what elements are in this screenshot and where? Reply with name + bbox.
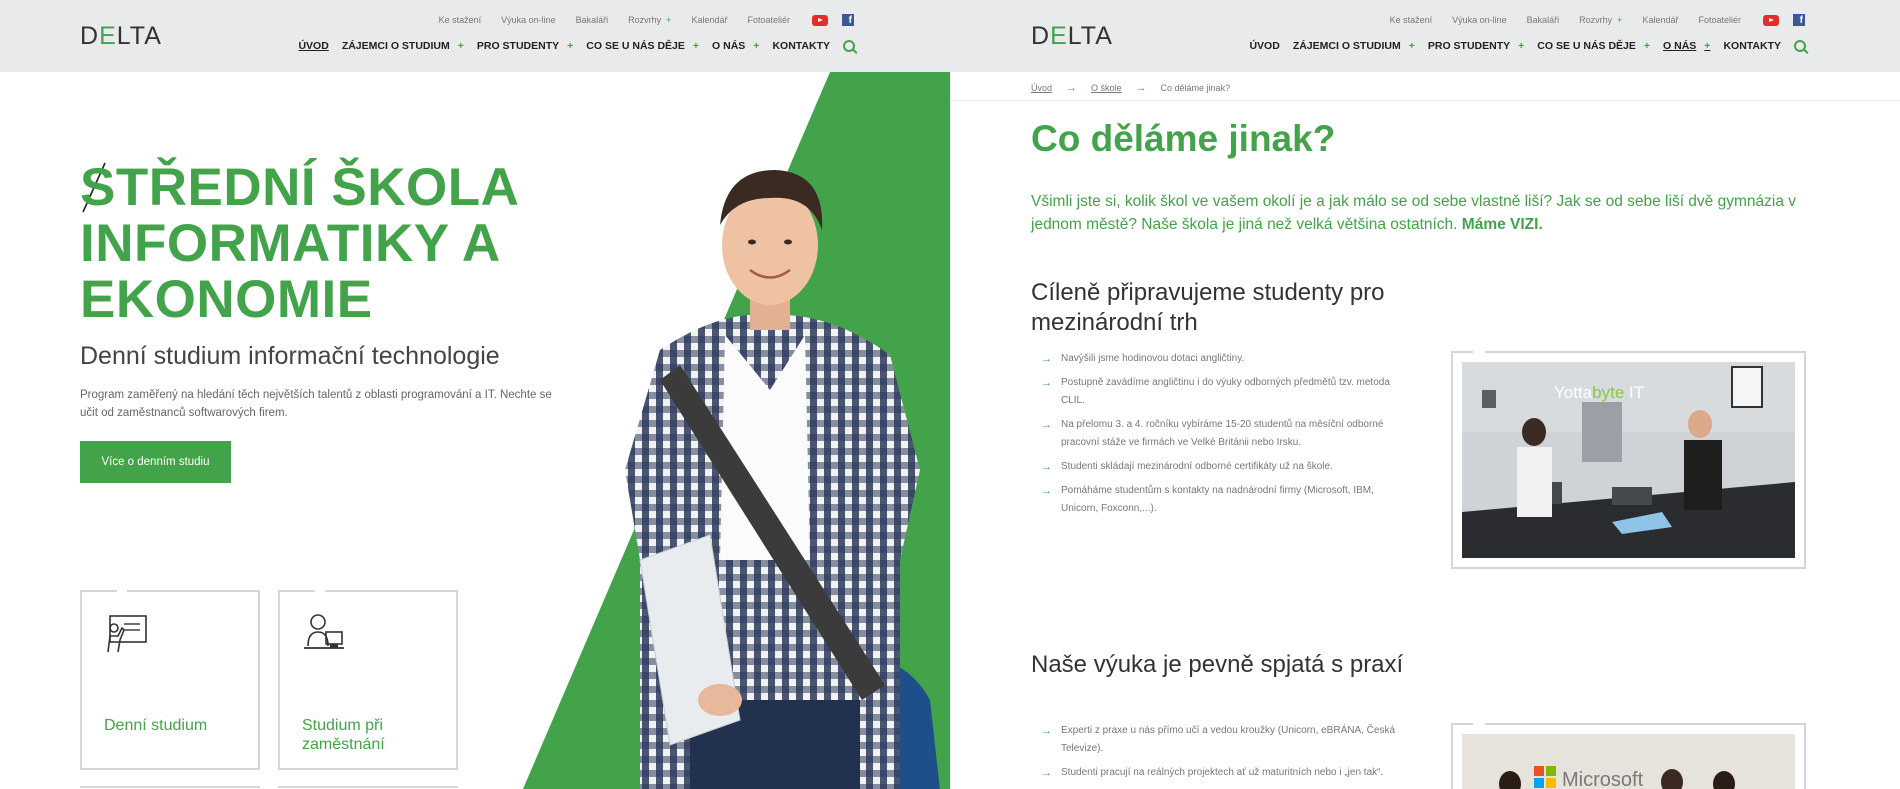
top-link-downloads[interactable]: Ke stažení	[438, 15, 482, 25]
facebook-icon[interactable]: f	[842, 14, 854, 26]
plus-icon: +	[666, 15, 672, 25]
top-link-schedules[interactable]: Rozvrhy +	[1579, 15, 1623, 25]
top-link-online-teaching[interactable]: Výuka on-line	[501, 15, 556, 25]
list-item: → Postupně zavádíme angličtinu i do výuky odborných předmětů tzv. metoda CLIL.	[1041, 374, 1411, 410]
plus-icon: +	[567, 40, 574, 52]
card-label: Studium při zaměstnání	[302, 717, 385, 753]
nav-o-nas[interactable]: O NÁS +	[1663, 40, 1711, 52]
plus-icon: +	[692, 40, 700, 52]
top-link-online-teaching[interactable]: Výuka on-line	[1452, 15, 1507, 25]
nav-zajemci[interactable]: ZÁJEMCI O STUDIUM +	[1292, 40, 1415, 52]
about-panel	[950, 0, 1900, 789]
card-notch	[117, 590, 127, 594]
top-links-bar	[1370, 13, 1805, 27]
site-header	[951, 0, 1900, 72]
nav-pro-studenty[interactable]: PRO STUDENTY +	[476, 40, 574, 52]
top-links-bar	[419, 13, 854, 27]
top-link-bakalari[interactable]: Bakaláři	[575, 15, 609, 25]
nav-uvod[interactable]: ÚVOD	[298, 40, 329, 52]
hero-title: STŘEDNÍ ŠKOLA INFORMATIKY A EKONOMIE	[80, 158, 518, 329]
list-item: → Na přelomu 3. a 4. ročníku vybíráme 15-20 studentů na měsíční odborné pracovní stáže ve firmách ve Velké Británii nebo Irsku.	[1041, 416, 1411, 452]
page-title: Co děláme jinak?	[1031, 118, 1336, 159]
nav-co-se-deje[interactable]: CO SE U NÁS DĚJE +	[1537, 40, 1651, 52]
delta-logo[interactable]: DELTA	[1031, 22, 1113, 50]
top-link-schedules[interactable]: Rozvrhy +	[628, 15, 672, 25]
nav-pro-studenty[interactable]: PRO STUDENTY +	[1427, 40, 1525, 52]
main-nav	[285, 38, 855, 54]
delta-logo[interactable]: DELTA	[80, 22, 162, 50]
microsoft-photo-frame	[1451, 723, 1806, 789]
list-item: → Pomáháme studentům s kontakty na nadnárodní firmy (Microsoft, IBM, Unicorn, Foxconn,...).	[1041, 482, 1411, 518]
youtube-icon[interactable]	[1763, 15, 1779, 26]
search-icon[interactable]	[843, 40, 855, 52]
presentation-board-icon	[102, 610, 150, 658]
top-link-photo-studio[interactable]: Fotoateliér	[1698, 15, 1741, 25]
nav-kontakty[interactable]: KONTAKTY	[772, 40, 830, 52]
arrow-right-icon: →	[1066, 82, 1078, 94]
yottabyte-office-photo	[1462, 362, 1795, 558]
nav-uvod[interactable]: ÚVOD	[1249, 40, 1280, 52]
svg-text:Microsoft: Microsoft	[1562, 769, 1644, 789]
youtube-icon[interactable]	[812, 15, 828, 26]
lead-bold: Máme VIZI.	[1461, 216, 1543, 233]
frame-notch	[1473, 351, 1485, 355]
plus-icon: +	[1704, 40, 1711, 52]
top-link-calendar[interactable]: Kalendář	[1642, 15, 1679, 25]
breadcrumb-divider	[951, 100, 1900, 101]
top-link-photo-studio[interactable]: Fotoateliér	[747, 15, 790, 25]
nav-zajemci[interactable]: ZÁJEMCI O STUDIUM +	[341, 40, 464, 52]
facebook-icon[interactable]: f	[1793, 14, 1805, 26]
section-practice-title: Naše výuka je pevně spjatá s praxí	[1031, 651, 1404, 678]
plus-icon: +	[1617, 15, 1623, 25]
card-label: Denní studium	[104, 717, 208, 734]
nav-co-se-deje[interactable]: CO SE U NÁS DĚJE +	[586, 40, 700, 52]
section-international-list	[1041, 350, 1411, 524]
more-daily-study-button[interactable]: Více o denním studiu	[80, 441, 231, 483]
main-nav	[1236, 38, 1806, 54]
top-link-calendar[interactable]: Kalendář	[691, 15, 728, 25]
plus-icon: +	[457, 40, 464, 52]
hero-description: Program zaměřený na hledání těch největších talentů z oblasti programování a IT. Nechte se učit od zaměstnanců softwarových firem.	[80, 389, 552, 419]
list-item: → Studenti pracují na reálných projektech ať už maturitních nebo i „jen tak“.	[1041, 764, 1411, 782]
plus-icon: +	[753, 40, 760, 52]
breadcrumb-current: Co děláme jinak?	[1160, 83, 1231, 93]
breadcrumb-home[interactable]: Úvod	[1031, 83, 1053, 93]
plus-icon: +	[1408, 40, 1415, 52]
section-practice-list	[1041, 722, 1411, 788]
top-link-downloads[interactable]: Ke stažení	[1389, 15, 1433, 25]
nav-kontakty[interactable]: KONTAKTY	[1723, 40, 1781, 52]
breadcrumb-about-school[interactable]: O škole	[1091, 83, 1122, 93]
card-part-time-study[interactable]	[278, 590, 458, 770]
plus-icon: +	[1518, 40, 1525, 52]
list-item: → Experti z praxe u nás přímo učí a vedou kroužky (Unicorn, eBRÁNA, Česká Televize).	[1041, 722, 1411, 758]
section-international-title: Cíleně připravujeme studenty pro mezinárodní trh	[1031, 279, 1385, 336]
arrow-right-icon: →	[1135, 82, 1147, 94]
list-item: → Studenti skládají mezinárodní odborné certifikáty už na škole.	[1041, 458, 1411, 476]
card-notch	[315, 590, 325, 594]
list-item: → Navýšili jsme hodinovou dotaci angličtiny.	[1041, 350, 1411, 368]
microsoft-visit-photo	[1462, 734, 1795, 789]
search-icon[interactable]	[1794, 40, 1806, 52]
person-at-computer-icon	[300, 610, 348, 658]
lead-paragraph: Všimli jste si, kolik škol ve vašem okolí je a jak málo se od sebe vlastně liší? Jak se od sebe liší dvě gymnázia v jednom městě? Naše škola je jiná než velká většina ostatních. Máme VIZI.	[1031, 193, 1796, 233]
hero-subtitle: Denní studium informační technologie	[80, 342, 500, 370]
nav-o-nas[interactable]: O NÁS +	[712, 40, 760, 52]
yottabyte-photo-frame	[1451, 351, 1806, 569]
svg-text:Yottabyte IT: Yottabyte IT	[1554, 383, 1645, 402]
site-header	[0, 0, 950, 72]
student-photo	[600, 140, 940, 789]
breadcrumb	[1031, 82, 1230, 94]
card-daily-study[interactable]	[80, 590, 260, 770]
frame-notch	[1473, 723, 1485, 727]
plus-icon: +	[1643, 40, 1651, 52]
top-link-bakalari[interactable]: Bakaláři	[1526, 15, 1560, 25]
